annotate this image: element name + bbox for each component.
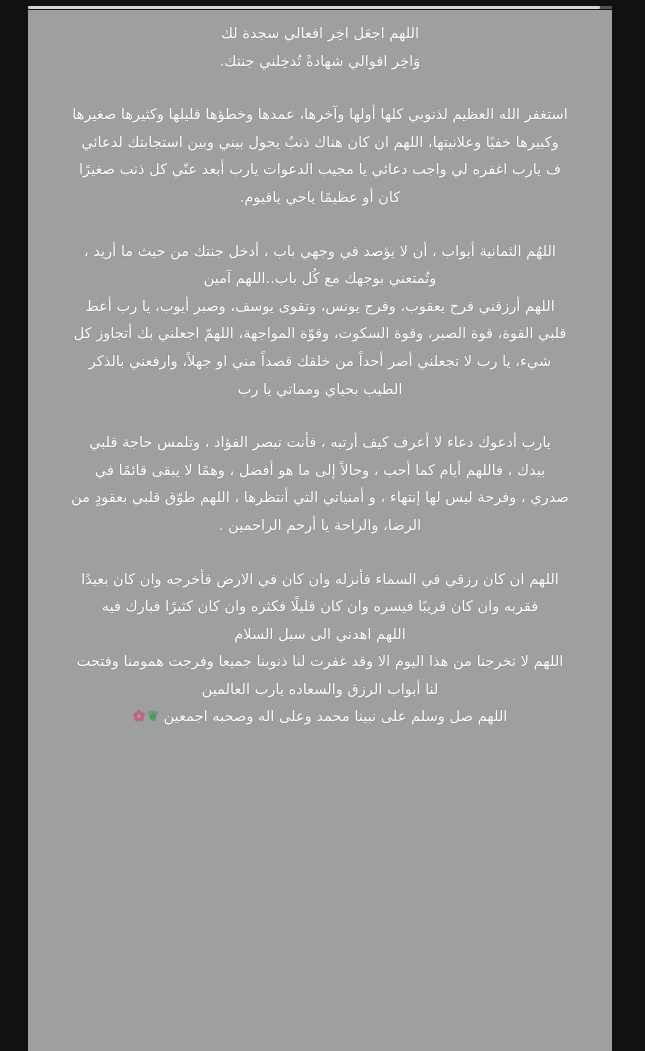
text-line: اللهم اجعَل اخِر افعالي سجدة لك (220, 25, 420, 42)
story-panel[interactable] (28, 10, 612, 1051)
text-line: وَاخِر اقوالي شهادةً تُدخِلني جنتك. (219, 52, 421, 70)
text-line: اللهم لا تخرجنا من هذا اليوم الا وقد غفرت لنا ذنوبنا جميعا وفرجت همومنا وفتحت (76, 653, 564, 671)
story-progress-fill (28, 6, 600, 9)
rose-icon: ✿ (132, 707, 146, 726)
text-line: الرضا، والراحة يا أرحم الراحمين . (218, 516, 422, 534)
text-line: استغفر الله العظيم لذنوبي كلها أولها وآخرها، عمدها وخطؤها قليلها وكثيرها صغيرها (72, 106, 568, 124)
last-line (46, 703, 594, 732)
text-line: اللهم اهدني الى سبل السلام (234, 625, 406, 643)
text-line: وكبيرها خفيًا وعلانيتها، اللهم ان كان هناك ذنبٌ يحول بيني وبين استجابتك لدعائي (81, 133, 559, 151)
story-progress-bar (28, 6, 612, 9)
text-line: بيدك ، فاللهم أيام كما أحب ، وحالاً إلى ما هو أفضل ، وهمًا لا يبقى قائمًا في (94, 461, 546, 479)
text-line: اللهم ان كان رزقي في السماء فأنزله وان كان في الارض فأخرجه وان كان بعيدًا (81, 570, 559, 588)
leaf-icon: ❦ (147, 709, 159, 726)
text-line: اللهُم الثمانية أبواب ، أن لا يؤصد في وجهي باب ، أدخل جنتك من حيث ما أريد ، (84, 242, 556, 260)
text-line: قلبي القوة، قوة الصبر، وقوة السكوت، وقوّة المواجهة، اللهمّ اجعلني بك أتجاوز كل (73, 325, 567, 343)
text-line: وتُمتعني بوجهك مع كُل باب..اللهم آمين (203, 270, 437, 288)
text-line: لنا أبواب الرزق والسعاده يارب العالمين (201, 680, 439, 698)
text-line: شيء، يا رب لا تجعلني أضر أحداً من خلقك قصداً مني او جهلاً، وارفعني بالذكر (88, 352, 552, 370)
prayer-text (46, 20, 594, 732)
text-line: صدري ، وفرحة ليس لها إنتهاء ، و أمنياتي التي أنتظرها ، اللهم طوّق قلبي بعقودٍ من (71, 489, 569, 507)
text-line: الطيب بحياي ومماتي يا رب (237, 380, 403, 398)
text-line: ف يارب اغفره لي واجب دعائي يا مجيب الدعوات يارب أبعد عنّي كل ذنب صغيرًا (79, 161, 561, 179)
text-line: اللهم صل وسلم على نبينا محمد وعلى اله وصحبه اجمعين (163, 708, 508, 726)
text-line: كان أو عظيمًا ياحي ياقيوم. (239, 188, 401, 206)
text-line: يارب أدعوك دعاء لا أعرف كيف أرتبه ، فأنت تبصر الفؤاد ، وتلمس حاجة قلبي (89, 434, 551, 452)
text-line: فقربه وان كان قريبًا فيسره وان كان قليلًا فكثره وان كان كثيرًا فبارك فيه (101, 598, 539, 616)
text-line: اللهم أرزقني فرح يعقوب، وفرج يونس، وتقوى يوسف، وصبر أيوب، يا رب أعط (85, 297, 555, 315)
